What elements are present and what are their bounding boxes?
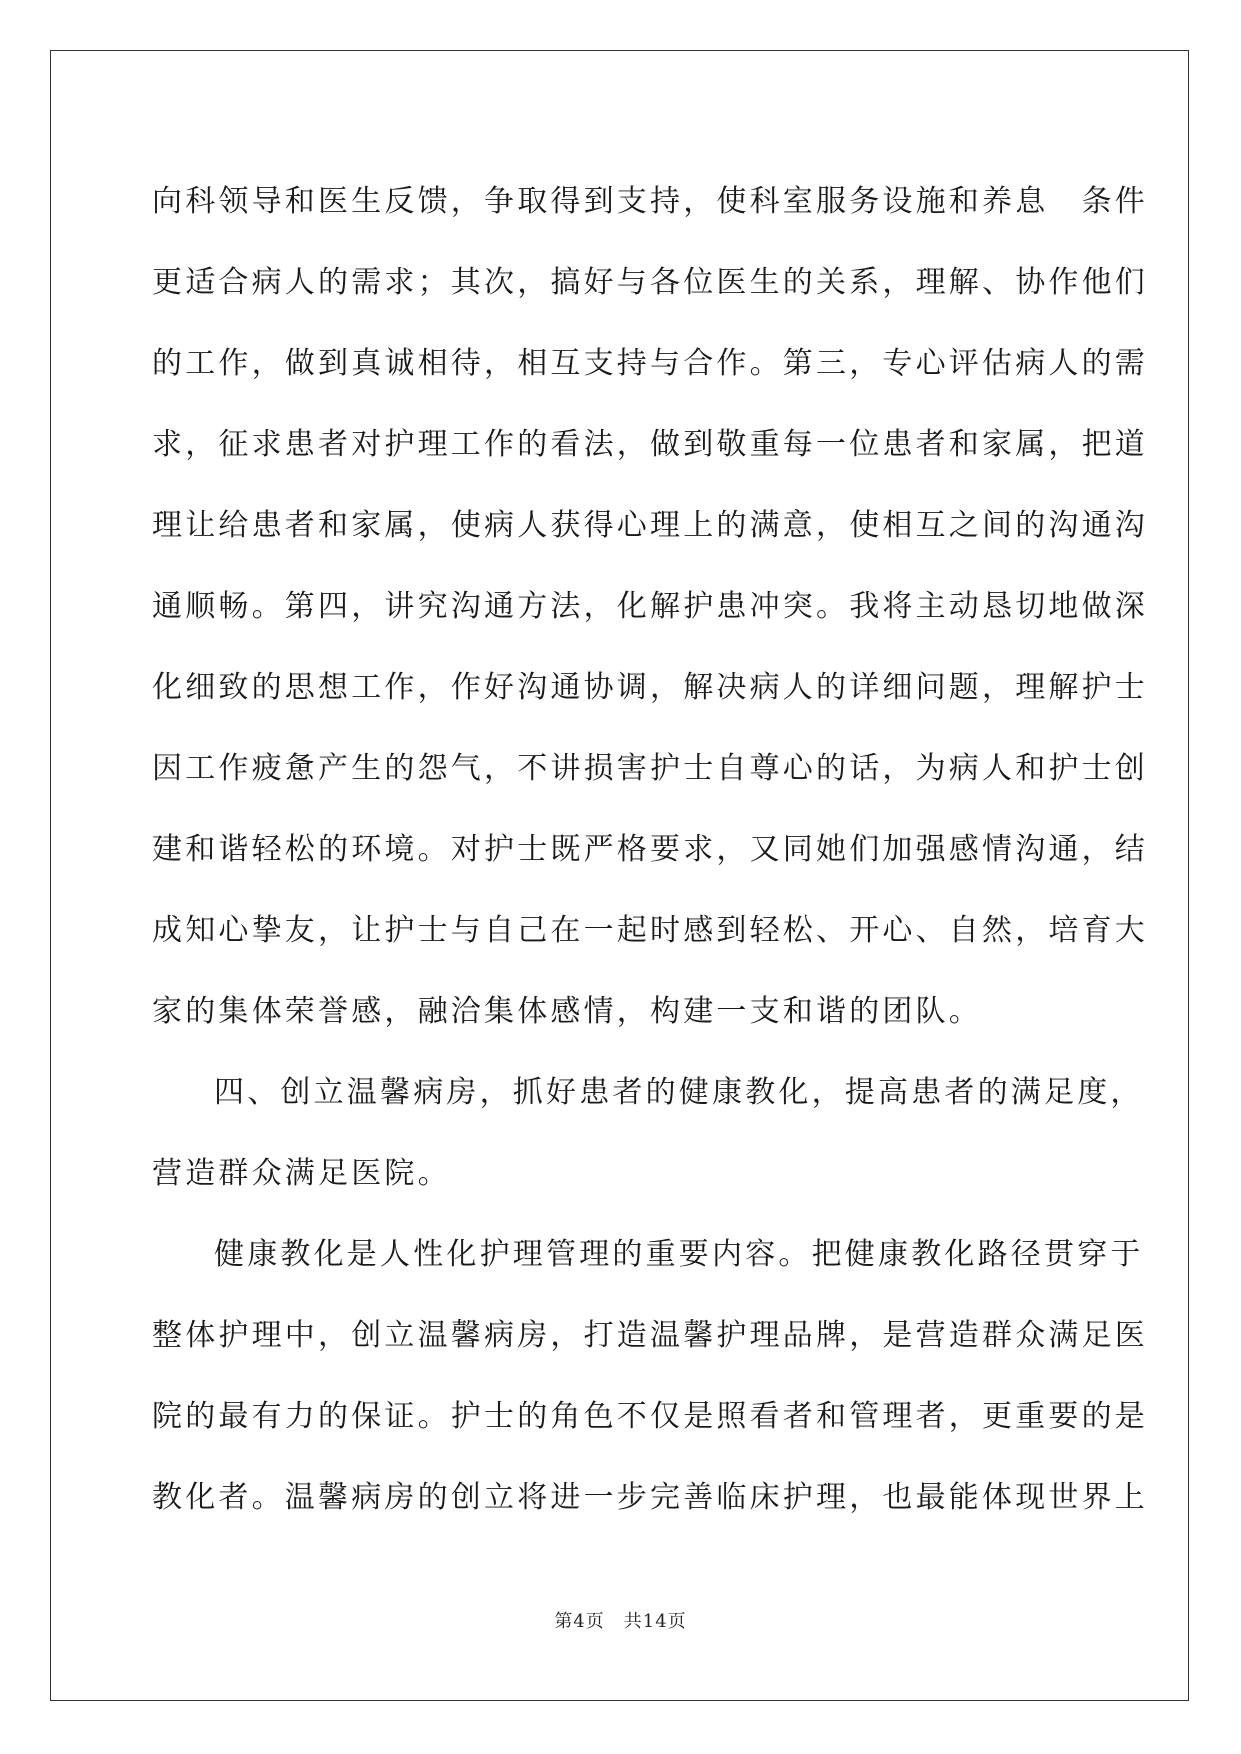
text-line: 家的集体荣誉感，融洽集体感情，构建一支和谐的团队。 (152, 994, 982, 1029)
text-line: 的工作，做到真诚相待，相互支持与合作。第三，专心评估病人的需 (152, 346, 1148, 381)
text-line: 求，征求患者对护理工作的看法，做到敬重每一位患者和家属，把道 (152, 427, 1148, 462)
text-line: 通顺畅。第四，讲究沟通方法，化解护患冲突。我将主动恳切地做深 (152, 589, 1148, 624)
text-line: 化细致的思想工作，作好沟通协调，解决病人的详细问题，理解护士 (152, 670, 1148, 705)
text-line: 建和谐轻松的环境。对护士既严格要求，又同她们加强感情沟通，结 (152, 832, 1148, 867)
text-line: 成知心挚友，让护士与自己在一起时感到轻松、开心、自然，培育大 (152, 913, 1148, 948)
text-line: 健康教化是人性化护理管理的重要内容。把健康教化路径贯穿于 (214, 1237, 1144, 1272)
text-line: 理让给患者和家属，使病人获得心理上的满意，使相互之间的沟通沟 (152, 508, 1148, 543)
paragraph-3 (152, 1214, 1148, 1538)
paragraph-1 (152, 161, 1148, 1052)
text-line: 教化者。温馨病房的创立将进一步完善临床护理，也最能体现世界上 (152, 1480, 1148, 1515)
text-line: 因工作疲惫产生的怨气，不讲损害护士自尊心的话，为病人和护士创 (152, 751, 1148, 786)
text-line: 院的最有力的保证。护士的角色不仅是照看者和管理者，更重要的是 (152, 1399, 1148, 1434)
text-line: 更适合病人的需求；其次，搞好与各位医生的关系，理解、协作他们 (152, 265, 1148, 300)
text-line: 营造群众满足医院。 (152, 1156, 451, 1191)
text-line: 整体护理中，创立温馨病房，打造温馨护理品牌，是营造群众满足医 (152, 1318, 1148, 1353)
document-body (152, 161, 1148, 1538)
page-number-footer: 第4页 共14页 (554, 1611, 687, 1632)
paragraph-2 (152, 1052, 1144, 1214)
text-line: 向科领导和医生反馈，争取得到支持，使科室服务设施和养息 条件 (152, 184, 1148, 219)
text-line: 四、创立温馨病房，抓好患者的健康教化，提高患者的满足度， (214, 1075, 1144, 1110)
